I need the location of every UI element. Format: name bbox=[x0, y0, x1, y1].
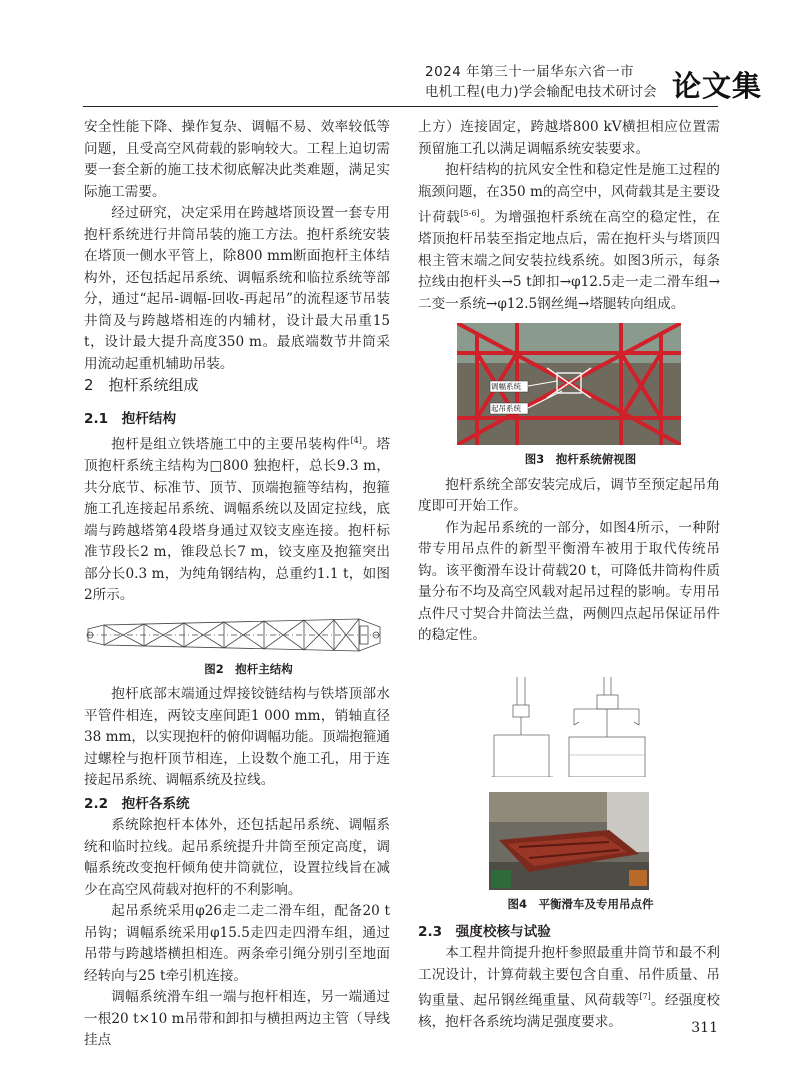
figure-4-photo bbox=[489, 792, 649, 890]
figure-3-photo bbox=[457, 323, 681, 445]
left-paragraph-4: 抱杆底部末端通过焊接铰链结构与铁塔顶部水平管件相连，两铰支座间距1 000 mm，销轴直径38 mm，以实现抱杆的俯仰调幅功能。顶端抱箍通过螺栓与抱杆顶节相连，上设数个施工孔，用于连接起吊系统、调幅系统及拉线。 bbox=[84, 686, 390, 789]
right-paragraph-2 bbox=[418, 160, 720, 315]
section-2-1-heading: 2.1 抱杆结构 bbox=[84, 410, 177, 427]
section-2-heading: 2 抱杆系统组成 bbox=[84, 376, 199, 394]
figure-2-caption: 图2 抱杆主结构 bbox=[204, 661, 293, 676]
left-paragraph-7: 调幅系统滑车组一端与抱杆相连，另一端通过一根20 t×10 m吊带和卸扣与横担两边主管（导线挂点 bbox=[84, 989, 390, 1049]
p3-text-b: 。塔顶抱杆系统主结构为□800 独抱杆，总长9.3 m，共分底节、标准节、顶节、顶端抱箍等结构，抱箍施工孔连接起吊系统、调幅系统以及固定拉线，底端与跨越塔第4段塔身通过双铰支座连接。抱杆标准节段长2 m，锥段总长7 m，铰支座及抱箍突出部分长0.3 m，为纯角钢结构，总重约1.1 t，如图2所示。 bbox=[84, 436, 391, 604]
p2-text-b: 。为增强抱杆系统在高空的稳定性，在塔顶抱杆吊装至指定地点后，需在抱杆头与塔顶四根主管末端之间安装拉线系统。如图3所示，每条拉线由抱杆头→5 t卸扣→φ12.5走一走二滑车组→二变一系统→φ12.5钢丝绳→塔腿转向组成。 bbox=[418, 209, 721, 312]
p2-text-a: 抱杆结构的抗风安全性和稳定性是施工过程的瓶颈问题，在350 m的高空中，风荷载其是主要设计荷载 bbox=[418, 162, 720, 226]
figure-4-caption: 图4 平衡滑车及专用吊点件 bbox=[507, 897, 654, 912]
p5-text-b: 。经强度校核，抱杆各系统均满足强度要求。 bbox=[418, 992, 721, 1031]
left-paragraph-5: 系统除抱杆本体外，还包括起吊系统、调幅系统和临时拉线。起吊系统提升井筒至预定高度，调幅系统改变抱杆倾角使井筒就位，设置拉线旨在减少在高空风荷载对抱杆的不利影响。 bbox=[84, 817, 390, 898]
balance-pulley-drawing bbox=[489, 677, 649, 777]
left-column bbox=[84, 117, 390, 1052]
right-paragraph-5 bbox=[418, 943, 720, 1034]
mast-structure-drawing bbox=[84, 613, 390, 657]
header-line1: 2024 年第三十一届华东六省一市 bbox=[425, 64, 635, 80]
p3-text-a: 抱杆是组立铁塔施工中的主要吊装构件 bbox=[111, 436, 351, 453]
right-paragraph-1: 上方）连接固定，跨越塔800 kV横担相应位置需预留施工孔以满足调幅系统安装要求。 bbox=[418, 119, 720, 157]
header-big-title: 论文集 bbox=[672, 69, 763, 103]
page-number: 311 bbox=[691, 1020, 718, 1036]
section-2-2-heading: 2.2 抱杆各系统 bbox=[84, 795, 190, 812]
figure-4 bbox=[489, 677, 649, 785]
right-paragraph-3: 抱杆系统全部安装完成后，调节至预定起吊角度即可开始工作。 bbox=[418, 476, 720, 515]
ref-7: [7] bbox=[639, 992, 651, 1002]
p5-text-a: 本工程井筒提升抱杆参照最重井筒节和最不利工况设计，计算荷载主要包含自重、吊件质量、吊钩重量、起吊钢丝绳重量、风荷载等 bbox=[418, 945, 720, 1009]
ref-4: [4] bbox=[350, 436, 362, 445]
left-paragraph-2: 经过研究，决定采用在跨越塔顶设置一套专用抱杆系统进行井筒吊装的施工方法。抱杆系统安装在塔顶一侧水平管上，除800 mm断面抱杆主体结构外，还包括起吊系统、调幅系统和临拉系统等部分，通过“起吊-调幅-回收-再起吊”的流程逐节吊装井筒及与跨越塔相连的内辅材，设计最大吊重15 t，设计最大提升高度350 m。最底端数节井筒采用流动起重机辅助吊装。 bbox=[84, 205, 390, 372]
header-line2: 电机工程(电力)学会输配电技术研讨会 bbox=[425, 84, 657, 100]
pulley-site-photo bbox=[489, 792, 649, 890]
left-paragraph-6: 起吊系统采用φ26走二走二滑车组，配备20 t吊钩；调幅系统采用φ15.5走四走四滑车组，通过吊带与跨越塔横担相连。两条牵引绳分别引至地面经转向与25 t牵引机连接。 bbox=[84, 903, 390, 984]
figure-3-label-lifting: 起吊系统 bbox=[491, 404, 521, 414]
ref-5-6: [5-6] bbox=[460, 209, 480, 218]
section-2-3-heading: 2.3 强度校核与试验 bbox=[418, 923, 551, 940]
left-paragraph-1: 安全性能下降、操作复杂、调幅不易、效率较低等问题，且受高空风荷载的影响较大。工程上迫切需要一套全新的施工技术彻底解决此类难题，满足实际施工需要。 bbox=[84, 119, 390, 200]
header-rule bbox=[83, 106, 718, 107]
right-paragraph-4: 作为起吊系统的一部分，如图4所示，一种附带专用吊点件的新型平衡滑车被用于取代传统吊钩。该平衡滑车设计荷载20 t，可降低井筒构件质量分布不均及高空风载对起吊过程的影响。专用吊点件尺寸契合井筒法兰盘，两侧四点起吊保证吊件的稳定性。 bbox=[418, 519, 720, 644]
figure-3-caption: 图3 抱杆系统俯视图 bbox=[524, 452, 637, 467]
left-paragraph-3 bbox=[84, 430, 390, 607]
figure-2 bbox=[84, 613, 390, 657]
figure-3-label-luffing: 调幅系统 bbox=[491, 382, 521, 392]
right-column bbox=[418, 117, 720, 1034]
